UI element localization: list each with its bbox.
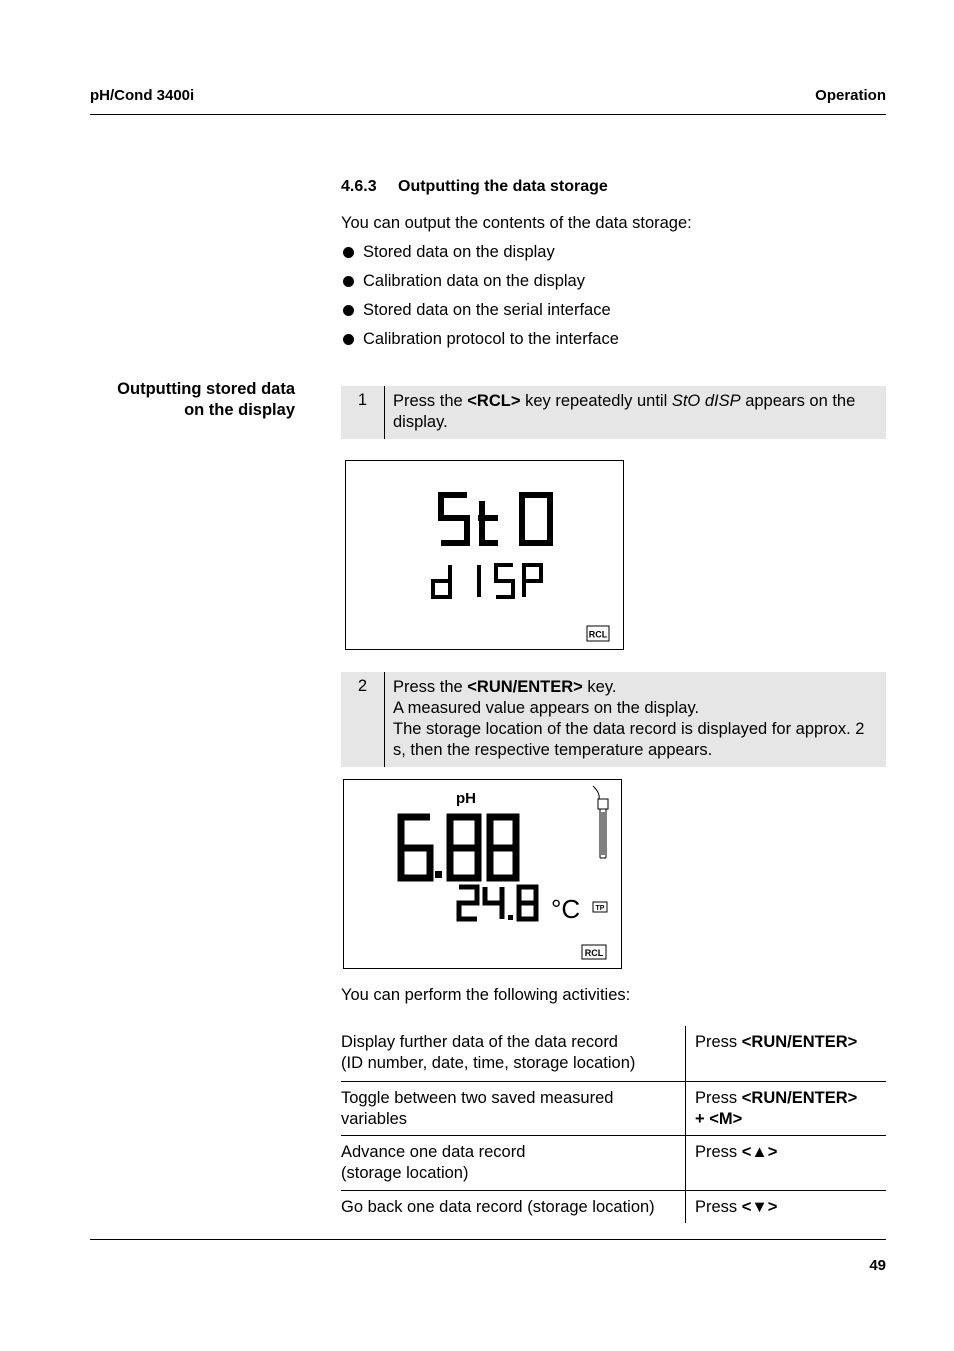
activity-action: Press <RUN/ENTER> + <M> <box>695 1088 858 1128</box>
list-item: Calibration data on the display <box>341 271 619 300</box>
bullet-list <box>341 242 619 358</box>
lcd-segment-digit <box>478 501 498 543</box>
step-1 <box>341 386 886 439</box>
header-product-name: pH/Cond 3400i <box>90 87 195 104</box>
lcd-segment-digit <box>524 565 541 597</box>
table-row <box>341 1190 886 1223</box>
lcd-segment-digit <box>450 817 478 878</box>
lcd-seven-segment-graphic <box>344 780 621 968</box>
lcd-segment-digit <box>496 565 513 597</box>
lcd-segment-digit <box>519 887 536 919</box>
table-row <box>341 1081 886 1135</box>
activity-description: Display further data of the data record (ID number, date, time, storage location) <box>341 1026 686 1081</box>
bullet-icon <box>343 276 354 287</box>
lcd-unit-label: pH <box>456 790 476 807</box>
step-number: 2 <box>357 677 368 695</box>
table-row <box>341 1135 886 1190</box>
lcd-temperature-unit: °C <box>551 894 581 924</box>
step-divider <box>384 672 385 767</box>
activity-action: Press <RUN/ENTER> <box>695 1033 858 1051</box>
activity-action: Press <▼> <box>695 1197 778 1216</box>
header-chapter-name: Operation <box>815 87 886 104</box>
lcd-decimal-point <box>435 871 442 878</box>
lcd-display-sto-disp <box>345 460 624 650</box>
activity-description: Toggle between two saved measured variables <box>341 1081 686 1135</box>
activity-action: Press <▲> <box>695 1142 778 1161</box>
footer-rule <box>90 1239 886 1240</box>
lcd-segment-digit <box>490 817 516 878</box>
lcd-segment-digit <box>522 495 550 543</box>
list-item: Stored data on the display <box>341 242 619 271</box>
lcd-display-measured-value <box>343 779 622 969</box>
lcd-segment-digit <box>485 887 502 919</box>
bullet-icon <box>343 334 354 345</box>
section-heading <box>341 178 608 196</box>
activities-intro: You can perform the following activities: <box>341 986 631 1004</box>
section-number: 4.6.3 <box>341 178 377 195</box>
header-rule <box>90 114 886 115</box>
activity-description: Go back one data record (storage location) <box>341 1190 686 1223</box>
bullet-icon <box>343 305 354 316</box>
step-text: Press the <RUN/ENTER> key. A measured value appears on the display. The storage location of the data record is displayed for approx. 2 s, then the respective temperature appears. <box>393 678 865 759</box>
rcl-badge: RCL <box>584 948 604 958</box>
list-item: Stored data on the serial interface <box>341 300 619 329</box>
electrode-icon <box>593 786 608 858</box>
step-text: Press the <RCL> key repeatedly until StO dISP appears on the display. <box>393 392 856 431</box>
lcd-seven-segment-graphic <box>346 461 623 649</box>
activity-description: Advance one data record (storage location) <box>341 1135 686 1190</box>
tp-badge: TP <box>595 905 605 912</box>
lcd-decimal-point <box>508 915 513 920</box>
activities-table <box>341 1026 886 1223</box>
bullet-icon <box>343 247 354 258</box>
step-2 <box>341 672 886 767</box>
side-heading: Outputting stored data on the display <box>117 380 295 419</box>
lcd-segment-digit <box>401 817 430 878</box>
page-number: 49 <box>869 1257 886 1274</box>
step-divider <box>384 386 385 439</box>
section-intro: You can output the contents of the data storage: <box>341 214 692 232</box>
lcd-segment-digit <box>441 495 467 543</box>
step-number: 1 <box>357 391 368 409</box>
rcl-badge: RCL <box>588 629 608 640</box>
section-title: Outputting the data storage <box>398 178 608 195</box>
lcd-segment-digit <box>433 565 450 597</box>
list-item: Calibration protocol to the interface <box>341 329 619 358</box>
lcd-segment-digit <box>459 887 477 919</box>
table-row <box>341 1026 886 1081</box>
